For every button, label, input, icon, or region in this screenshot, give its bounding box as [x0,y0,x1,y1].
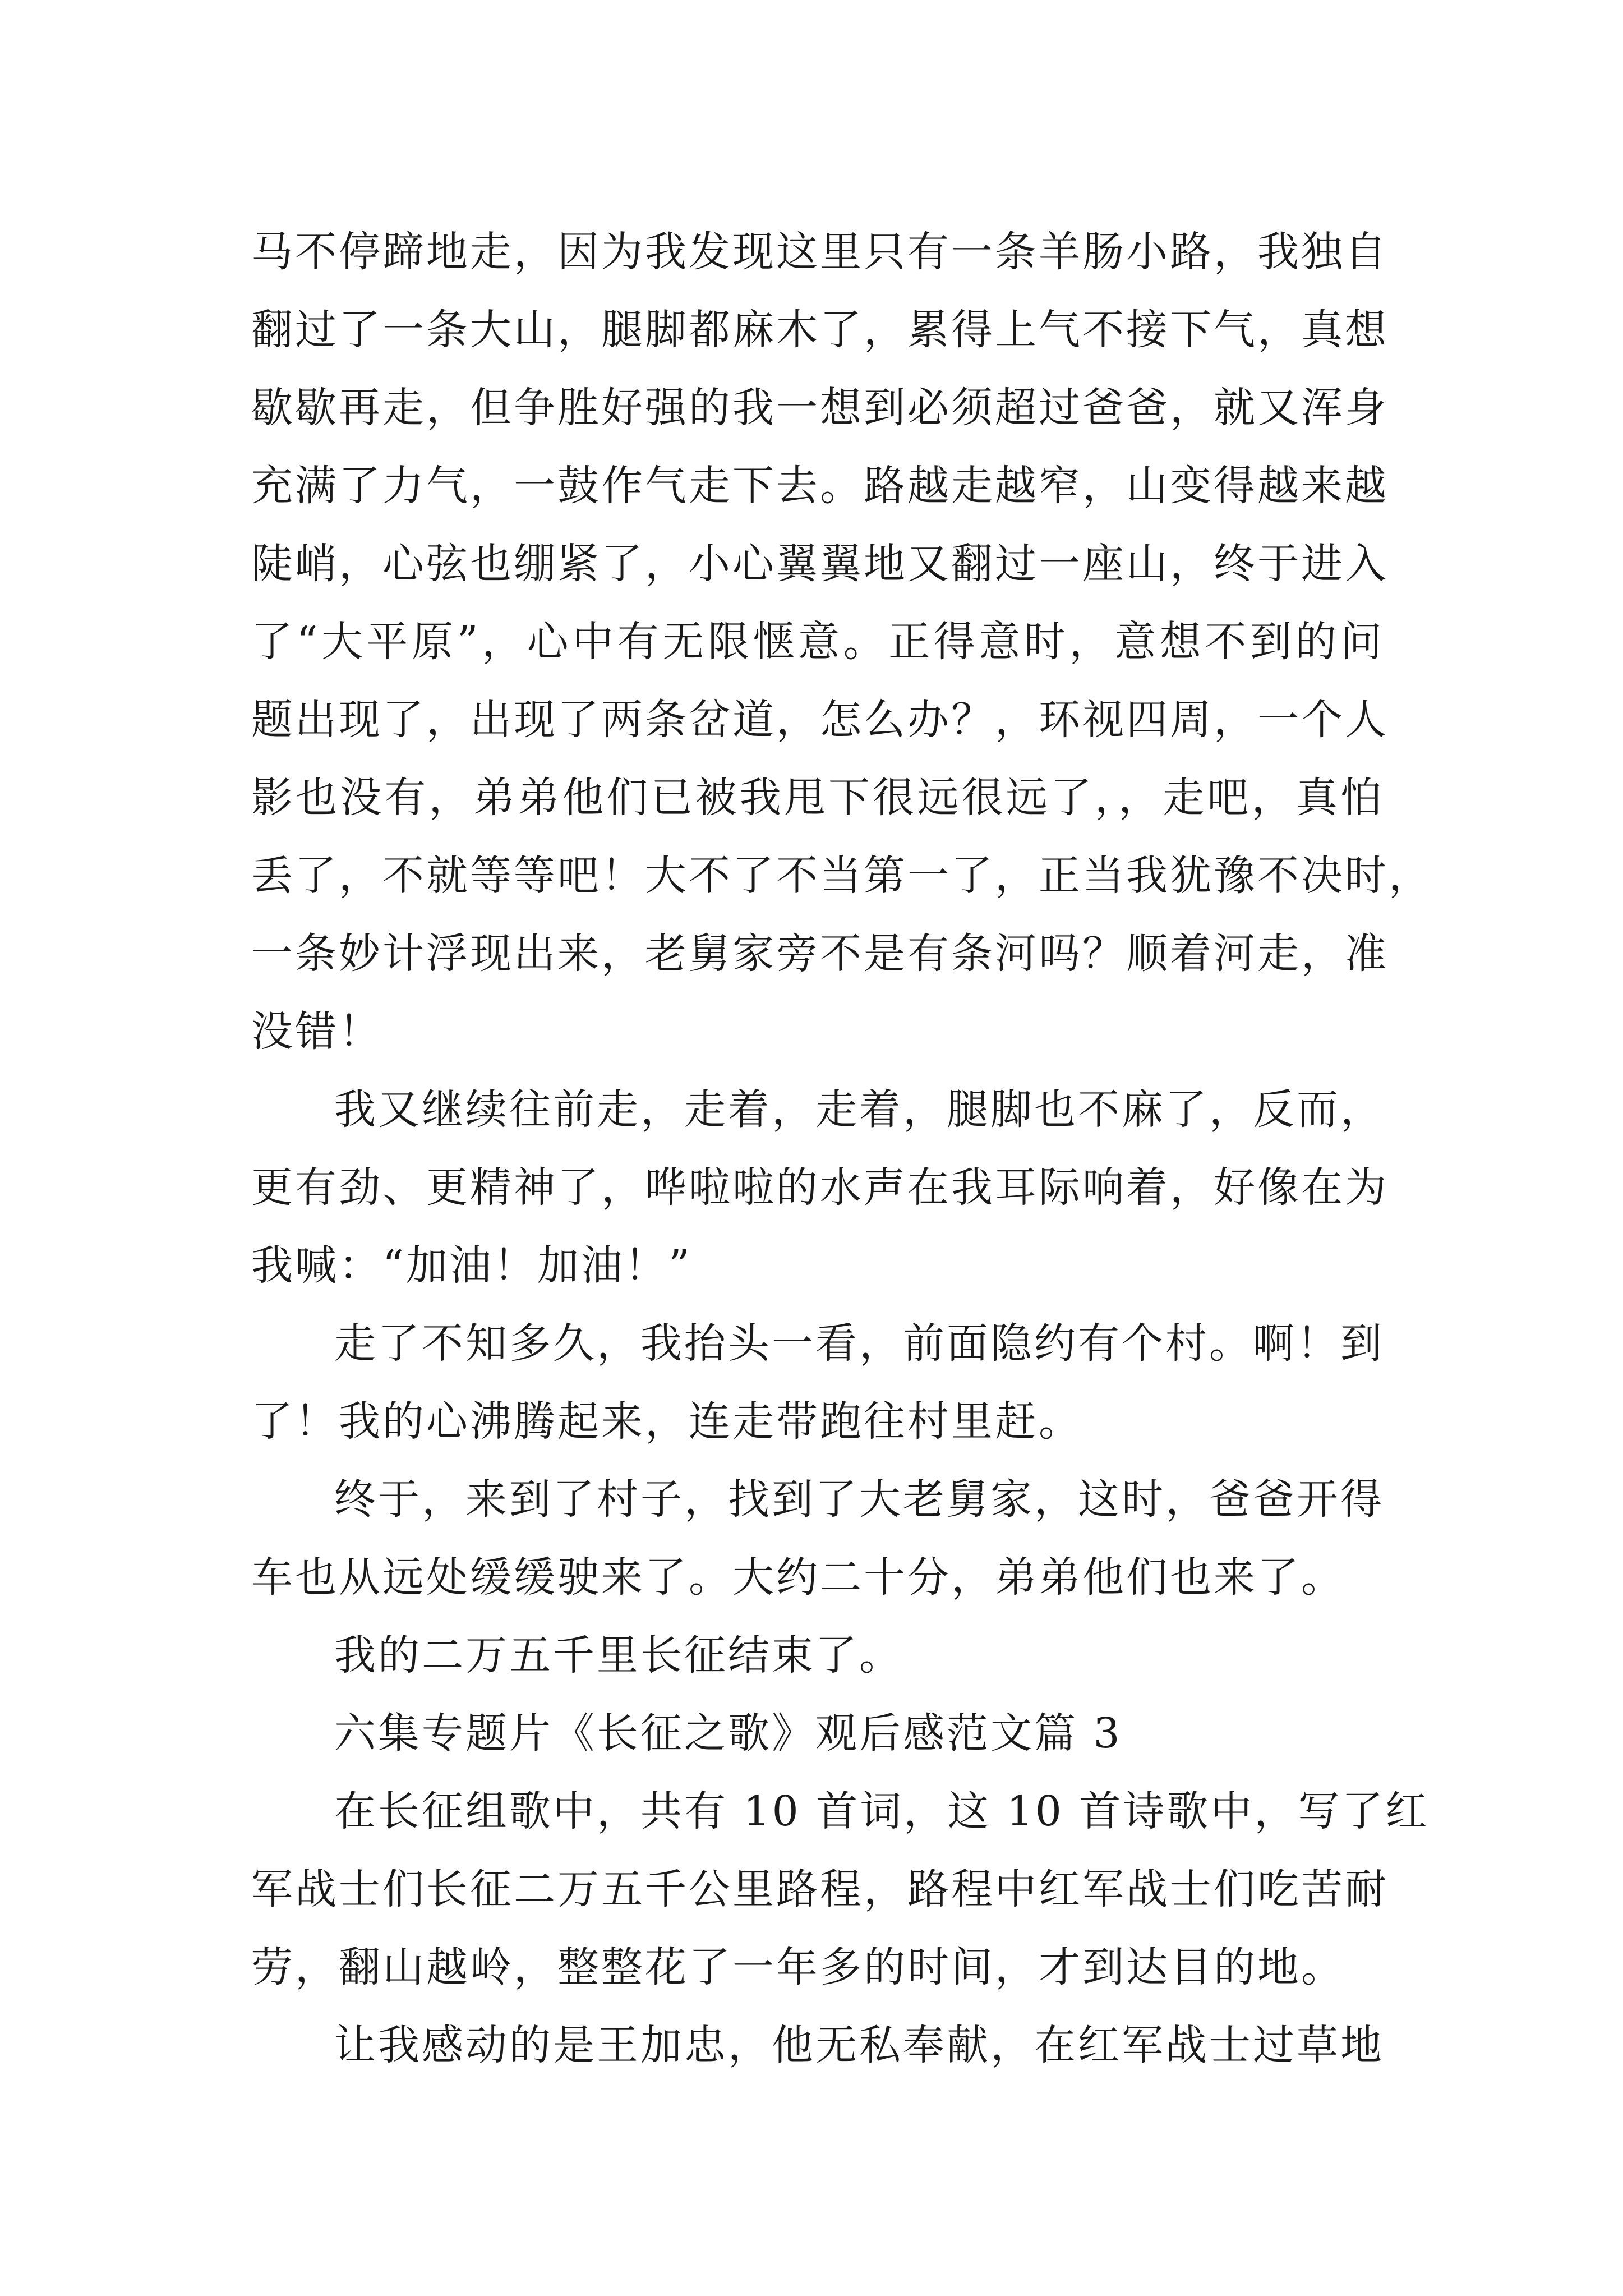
text-line: 了“大平原”，心中有无限惬意。正得意时，意想不到的问 [251,618,1384,666]
text-line: 丢了，不就等等吧！大不了不当第一了，正当我犹豫不决时， [251,852,1432,900]
text-line: 翻过了一条大山，腿脚都麻木了，累得上气不接下气，真想 [251,306,1389,354]
text-line: 了！我的心沸腾起来，连走带跑往村里赶。 [251,1397,1082,1446]
text-line: 走了不知多久，我抬头一看，前面隐约有个村。啊！到 [334,1319,1384,1368]
text-line: 在长征组歌中，共有 10 首词，这 10 首诗歌中，写了红 [334,1787,1430,1835]
text-line: 我的二万五千里长征结束了。 [334,1631,903,1680]
text-line: 题出现了，出现了两条岔道，怎么办？，环视四周，一个人 [251,696,1389,744]
text-line: 一条妙计浮现出来，老舅家旁不是有条河吗？顺着河走，准 [251,930,1389,978]
body-text [251,213,1432,2085]
text-line: 车也从远处缓缓驶来了。大约二十分，弟弟他们也来了。 [251,1553,1345,1602]
text-line: 让我感动的是王加忠，他无私奉献，在红军战士过草地 [334,2021,1384,2069]
text-line: 军战士们长征二万五千公里路程，路程中红军战士们吃苦耐 [251,1865,1389,1913]
text-line: 我喊：“加油！加油！” [251,1241,692,1290]
text-line: 我又继续往前走，走着，走着，腿脚也不麻了，反而， [334,1085,1384,1134]
text-line: 歇歇再走，但争胜好强的我一想到必须超过爸爸，就又浑身 [251,384,1389,432]
text-line: 劳，翻山越岭，整整花了一年多的时间，才到达目的地。 [251,1943,1345,1991]
text-line: 没错！ [251,1007,382,1056]
text-line: 终于，来到了村子，找到了大老舅家，这时，爸爸开得 [334,1475,1384,1524]
text-line: 充满了力气，一鼓作气走下去。路越走越窄，山变得越来越 [251,462,1389,510]
text-line: 陡峭，心弦也绷紧了，小心翼翼地又翻过一座山，终于进入 [251,540,1389,588]
text-line: 马不停蹄地走，因为我发现这里只有一条羊肠小路，我独自 [251,228,1389,276]
text-line: 更有劲、更精神了，哗啦啦的水声在我耳际响着，好像在为 [251,1163,1389,1212]
text-line: 影也没有，弟弟他们已被我甩下很远很远了，，走吧，真怕 [251,774,1384,822]
text-line: 六集专题片《长征之歌》观后感范文篇 3 [334,1709,1122,1757]
